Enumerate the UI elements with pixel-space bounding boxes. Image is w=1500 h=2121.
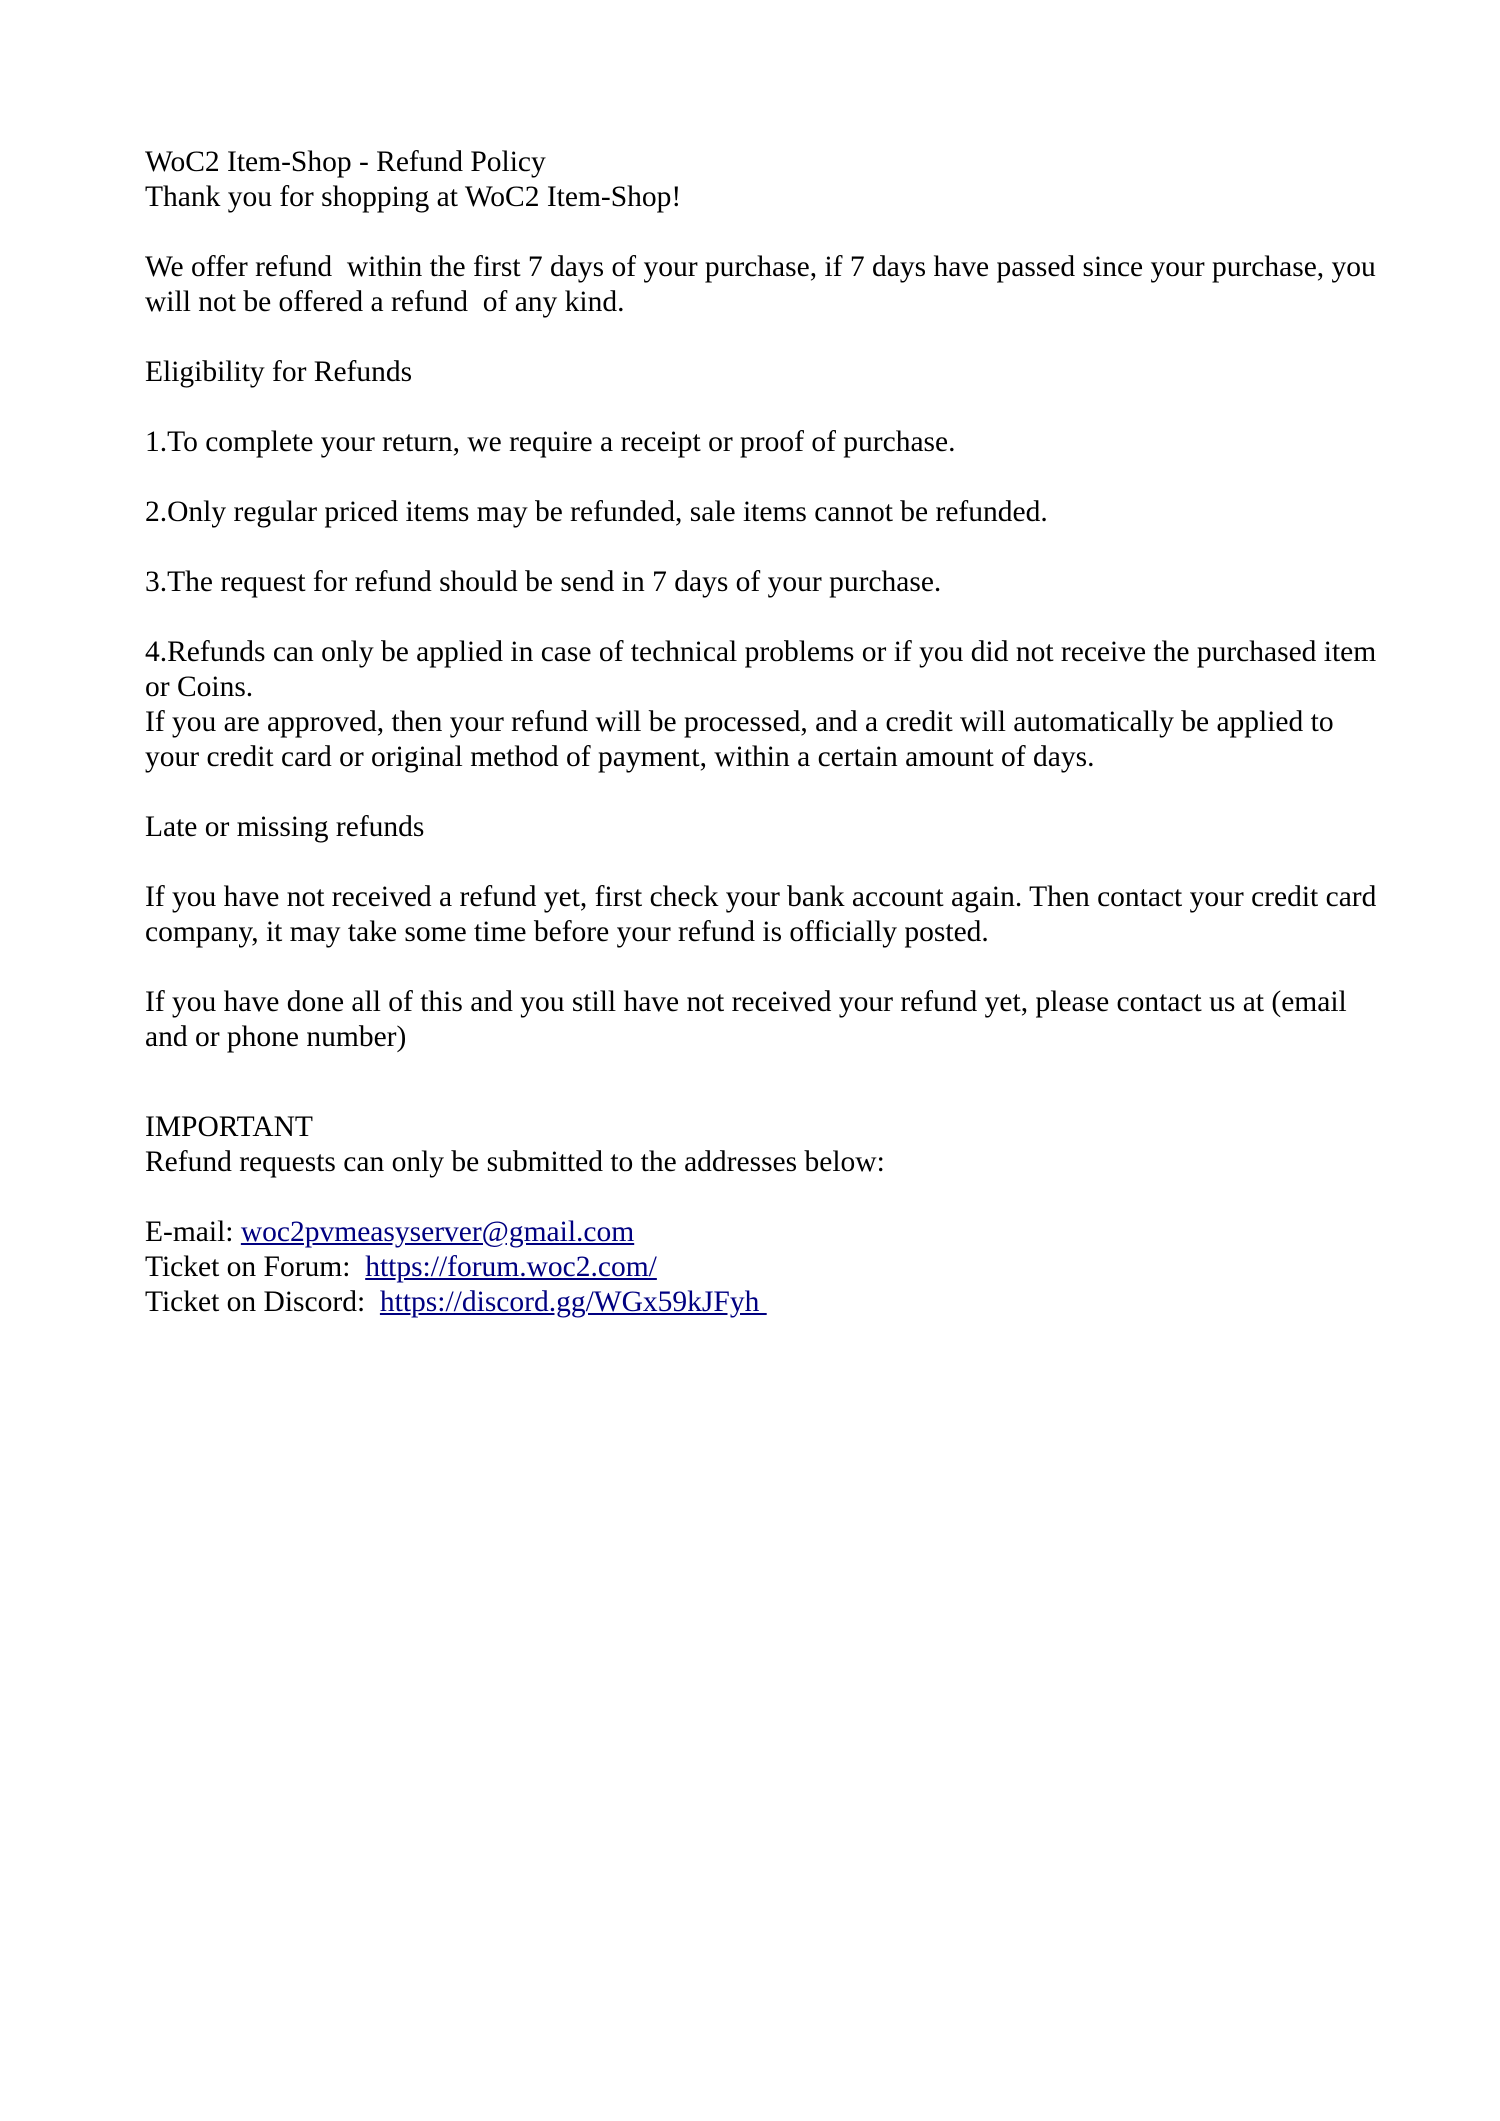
spacer [145, 775, 1385, 810]
eligibility-heading: Eligibility for Refunds [145, 356, 413, 388]
eligibility-item-2: 2.Only regular priced items may be refunded, sale items cannot be refunded. [145, 496, 1048, 528]
document-title: WoC2 Item-Shop - Refund Policy [145, 146, 546, 178]
eligibility-item-1: 1.To complete your return, we require a receipt or proof of purchase. [145, 426, 956, 458]
spacer [145, 600, 1385, 635]
late-refunds-paragraph-2: If you have done all of this and you still have not received your refund yet, please contact us at (email and or phone number) [145, 986, 1355, 1053]
spacer [145, 1055, 1385, 1110]
eligibility-item-3: 3.The request for refund should be send in 7 days of your purchase. [145, 566, 942, 598]
thank-you-line: Thank you for shopping at WoC2 Item-Shop! [145, 181, 682, 213]
intro-paragraph: We offer refund within the first 7 days of your purchase, if 7 days have passed since your purchase, you will not be offered a refund of any kind. [145, 251, 1384, 318]
discord-link[interactable]: https://discord.gg/WGx59kJFyh [379, 1286, 767, 1318]
late-refunds-paragraph-1: If you have not received a refund yet, first check your bank account again. Then contact your credit card company, it may take some time before your refund is officially posted. [145, 881, 1384, 948]
spacer [145, 215, 1385, 250]
eligibility-item-4: 4.Refunds can only be applied in case of technical problems or if you did not receive the purchased item or Coins. [145, 636, 1384, 703]
discord-contact [145, 1285, 1385, 1320]
spacer [145, 530, 1385, 565]
discord-label: Ticket on Discord: [145, 1286, 380, 1318]
approval-paragraph: If you are approved, then your refund will be processed, and a credit will automatically be applied to your credit card or original method of payment, within a certain amount of days. [145, 706, 1341, 773]
forum-contact [145, 1250, 1385, 1285]
forum-link[interactable]: https://forum.woc2.com/ [365, 1251, 657, 1283]
email-contact [145, 1215, 1385, 1250]
important-heading: IMPORTANT [145, 1111, 313, 1143]
spacer [145, 320, 1385, 355]
late-refunds-heading: Late or missing refunds [145, 811, 425, 843]
spacer [145, 845, 1385, 880]
spacer [145, 1180, 1385, 1215]
important-text: Refund requests can only be submitted to the addresses below: [145, 1146, 885, 1178]
email-link[interactable]: woc2pvmeasyserver@gmail.com [240, 1216, 635, 1248]
spacer [145, 460, 1385, 495]
forum-label: Ticket on Forum: [145, 1251, 366, 1283]
spacer [145, 950, 1385, 985]
email-label: E-mail: [145, 1216, 241, 1248]
document-body [145, 145, 1385, 1320]
spacer [145, 390, 1385, 425]
